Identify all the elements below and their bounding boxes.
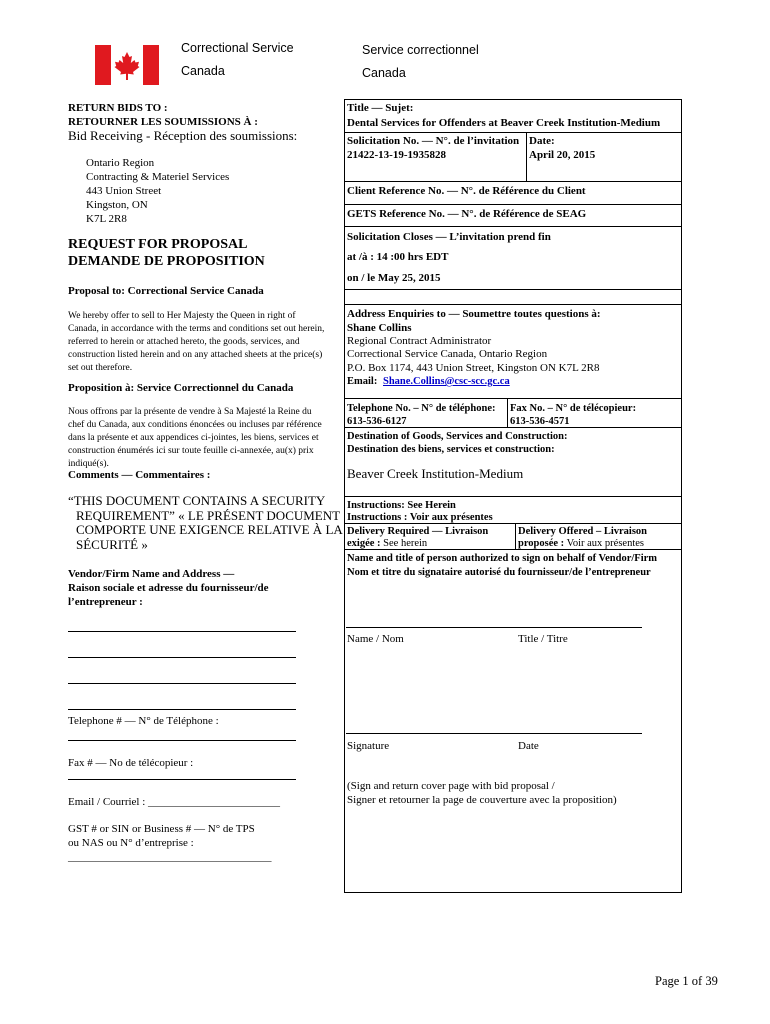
vendor-fax-label: Fax # — No de télécopieur : <box>68 757 194 769</box>
security-notice <box>68 494 343 552</box>
closes-date: on / le May 25, 2015 <box>347 272 441 284</box>
header-fr-line2: Canada <box>362 66 406 80</box>
divider <box>507 398 508 427</box>
title-field-label: Title / Titre <box>518 633 568 645</box>
enquiries-label: Address Enquiries to — Soumettre toutes questions à: <box>347 308 601 320</box>
delivery-offered-value <box>518 537 644 550</box>
vendor-email-label[interactable]: Email / Courriel : ________________________ <box>68 796 281 808</box>
title-label: Title — Sujet: <box>347 102 414 114</box>
header-en-line2: Canada <box>181 64 225 78</box>
delivery-required-text: See herein <box>383 538 428 549</box>
vendor-fax-field[interactable] <box>68 779 296 780</box>
canada-flag-icon <box>95 45 159 85</box>
proposition-text: Nous offrons par la présente de vendre à Sa Majesté la Reine du chef du Canada, aux conditions énoncées ou incluses par référence dans la présente et aux appendices ci-jointes, les biens, services et construction énumérés ici sur toute feuille ci-annexée, au(x) prix indiqué(s). <box>68 407 322 469</box>
delivery-required-value <box>347 537 427 550</box>
rfp-title-en: REQUEST FOR PROPOSAL <box>68 237 248 252</box>
date-label: Date: <box>529 135 555 147</box>
delivery-required-label2: exigée : <box>347 538 381 549</box>
gst-label-line: ou NAS ou N° d’entreprise : <box>68 837 194 849</box>
name-label: Name / Nom <box>347 633 404 645</box>
proposal-to-text: We hereby offer to sell to Her Majesty the Queen in right of Canada, in accordance with the terms and conditions set out herein, referred to herein or attached hereto, the goods, services, and construction listed herein and on any attached sheets at the price(s) set out therefore. <box>68 311 325 373</box>
header-fr-line1: Service correctionnel <box>362 43 479 57</box>
return-bids-label: RETURN BIDS TO : <box>68 102 168 114</box>
address-line: K7L 2R8 <box>86 213 127 225</box>
signature-label: Signature <box>347 740 390 752</box>
tel-value: 613-536-6127 <box>347 416 407 427</box>
vendor-label <box>68 567 269 609</box>
tel-label: Telephone No. – N° de téléphone: <box>347 403 496 414</box>
fax-value: 613-536-4571 <box>510 416 570 427</box>
divider <box>515 523 516 549</box>
delivery-offered-label2: proposée : <box>518 538 565 549</box>
vendor-label-line: l’entrepreneur : <box>68 596 143 608</box>
contact-address: P.O. Box 1174, 443 Union Street, Kingston ON K7L 2R8 <box>347 362 600 374</box>
contact-role: Regional Contract Administrator <box>347 335 492 347</box>
gst-field[interactable]: _____________________________________ <box>68 851 272 863</box>
vendor-address-line[interactable] <box>68 709 296 710</box>
divider <box>344 132 682 133</box>
destination-label-fr: Destination des biens, services et construction: <box>347 444 555 455</box>
vendor-address-line[interactable] <box>68 657 296 658</box>
divider <box>344 204 682 205</box>
vendor-label-line: Raison sociale et adresse du fournisseur/de <box>68 582 269 594</box>
authorized-line2: Nom et titre du signataire autorisé du fournisseur/de l’entrepreneur <box>347 567 651 578</box>
gets-reference: GETS Reference No. — N°. de Référence de SEAG <box>347 208 587 220</box>
divider <box>526 132 527 182</box>
vendor-telephone-label: Telephone # — N° de Téléphone : <box>68 715 219 727</box>
divider <box>344 289 682 290</box>
comments-label: Comments — Commentaires : <box>68 469 211 481</box>
proposal-to-label: Proposal to: Correctional Service Canada <box>68 285 264 297</box>
divider <box>344 496 682 497</box>
rfp-title-fr: DEMANDE DE PROPOSITION <box>68 254 265 269</box>
signature-date-line[interactable] <box>346 733 642 734</box>
return-bids-label-fr: RETOURNER LES SOUMISSIONS À : <box>68 116 258 128</box>
vendor-name-line[interactable] <box>68 631 296 632</box>
vendor-gst-label <box>68 822 272 864</box>
return-note-line1: (Sign and return cover page with bid proposal / <box>347 780 555 792</box>
bid-receiving: Bid Receiving - Réception des soumissions: <box>68 128 298 143</box>
destination-label-en: Destination of Goods, Services and Construction: <box>347 431 568 442</box>
solicitation-label: Solicitation No. — N°. de l’invitation <box>347 135 520 147</box>
instructions-line2: Instructions : Voir aux présentes <box>347 512 493 523</box>
return-address <box>86 156 229 226</box>
security-line: REQUIREMENT” « LE PRÉSENT DOCUMENT <box>76 507 341 523</box>
delivery-required-label: Delivery Required — Livraison <box>347 526 489 537</box>
contact-name: Shane Collins <box>347 322 412 334</box>
security-line: “THIS DOCUMENT CONTAINS A SECURITY <box>68 493 326 508</box>
date-field-label: Date <box>518 740 539 752</box>
security-line: SÉCURITÉ » <box>76 536 148 552</box>
vendor-address-line[interactable] <box>68 683 296 684</box>
divider <box>344 398 682 399</box>
contact-email-link[interactable]: Shane.Collins@csc-scc.gc.ca <box>383 376 510 387</box>
contact-email-label: Email: <box>347 376 378 387</box>
title-value: Dental Services for Offenders at Beaver Creek Institution-Medium <box>347 117 661 129</box>
vendor-label-line: Vendor/Firm Name and Address — <box>68 568 235 580</box>
fax-label: Fax No. – N° de télécopieur: <box>510 403 637 414</box>
contact-org: Correctional Service Canada, Ontario Region <box>347 348 548 360</box>
return-note-line2: Signer et retourner la page de couverture avec la proposition) <box>347 794 617 806</box>
closes-label: Solicitation Closes — L’invitation prend fin <box>347 231 551 243</box>
gst-label-line: GST # or SIN or Business # — N° de TPS <box>68 823 255 835</box>
header-en-line1: Correctional Service <box>181 41 294 55</box>
name-title-line[interactable] <box>346 627 642 628</box>
delivery-offered-label: Delivery Offered – Livraison <box>518 526 647 537</box>
delivery-offered-text: Voir aux présentes <box>566 538 644 549</box>
page-number: Page 1 of 39 <box>655 974 718 988</box>
address-line: Ontario Region <box>86 157 155 169</box>
authorized-line1: Name and title of person authorized to sign on behalf of Vendor/Firm <box>347 553 658 564</box>
date-value: April 20, 2015 <box>529 149 596 161</box>
security-line: COMPORTE UNE EXIGENCE RELATIVE À LA <box>76 522 343 537</box>
instructions-line1: Instructions: See Herein <box>347 500 456 511</box>
closes-time: at /à : 14 :00 hrs EDT <box>347 251 449 263</box>
solicitation-value: 21422-13-19-1935828 <box>347 149 446 161</box>
proposition-label: Proposition à: Service Correctionnel du Canada <box>68 382 294 394</box>
vendor-telephone-field[interactable] <box>68 740 296 741</box>
address-line: Contracting & Materiel Services <box>86 171 230 183</box>
address-line: 443 Union Street <box>86 185 162 197</box>
divider <box>344 226 682 227</box>
client-reference: Client Reference No. — N°. de Référence du Client <box>347 185 586 197</box>
address-line: Kingston, ON <box>86 199 148 211</box>
destination-value: Beaver Creek Institution-Medium <box>347 466 524 481</box>
